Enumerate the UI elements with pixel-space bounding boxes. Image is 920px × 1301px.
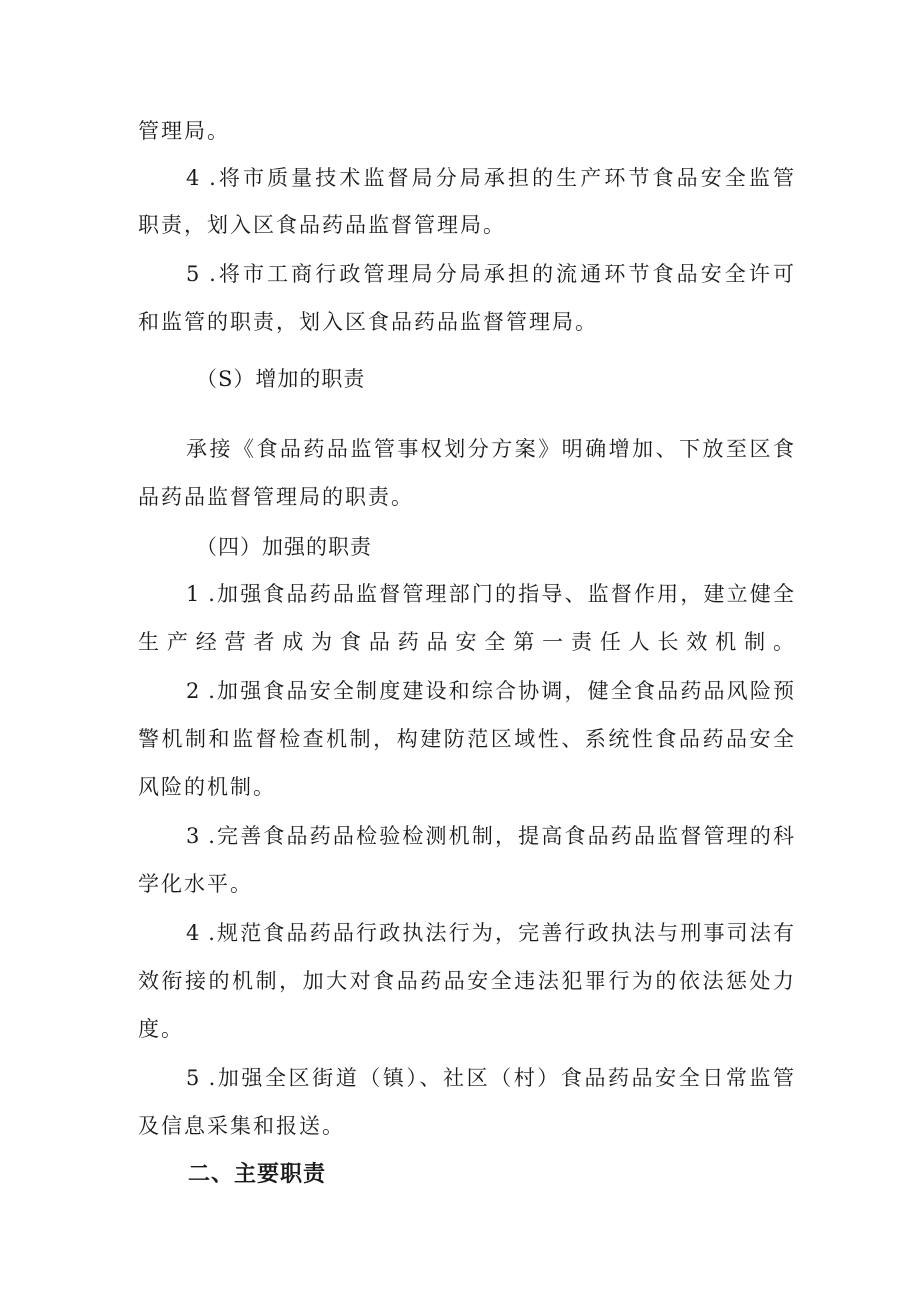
paragraph-line: 度。: [138, 1017, 184, 1041]
paragraph-line: 管理局。: [138, 119, 230, 143]
paragraph-line: 警机制和监督检查机制，构建防范区域性、系统性食品药品安全: [138, 727, 794, 751]
paragraph-line: 和监管的职责，划入区食品药品监督管理局。: [138, 310, 598, 334]
paragraph-line: 4 .将市质量技术监督局分局承担的生产环节食品安全监管: [186, 166, 794, 190]
paragraph-line: 品药品监督管理局的职责。: [138, 485, 414, 509]
paragraph-line: 学化水平。: [138, 872, 253, 896]
section-heading: 二、主要职责: [188, 1162, 327, 1187]
paragraph-line: 5 .加强全区街道（镇）、社区（村）食品药品安全日常监管: [186, 1066, 794, 1090]
paragraph-line: 及信息采集和报送。: [138, 1114, 345, 1138]
paragraph-line: 风险的机制。: [138, 775, 276, 799]
subsection-heading: （S）增加的职责: [196, 367, 366, 391]
paragraph-line: 4 .规范食品药品行政执法行为，完善行政执法与刑事司法有: [186, 921, 794, 945]
paragraph-line: 职责，划入区食品药品监督管理局。: [138, 213, 506, 237]
paragraph-line: 效衔接的机制，加大对食品药品安全违法犯罪行为的依法惩处力: [138, 969, 794, 993]
paragraph-line: 1 .加强食品药品监督管理部门的指导、监督作用，建立健全: [186, 582, 794, 606]
paragraph-line: 生产经营者成为食品药品安全第一责任人长效机制。: [138, 630, 794, 654]
paragraph-line: 2 .加强食品安全制度建设和综合协调，健全食品药品风险预: [186, 679, 794, 703]
subsection-heading: （四）加强的职责: [196, 535, 372, 559]
paragraph-line: 3 .完善食品药品检验检测机制，提高食品药品监督管理的科: [186, 824, 794, 848]
paragraph-line: 5 .将市工商行政管理局分局承担的流通环节食品安全许可: [186, 262, 794, 286]
paragraph-line: 承接《食品药品监管事权划分方案》明确增加、下放至区食: [186, 437, 794, 461]
